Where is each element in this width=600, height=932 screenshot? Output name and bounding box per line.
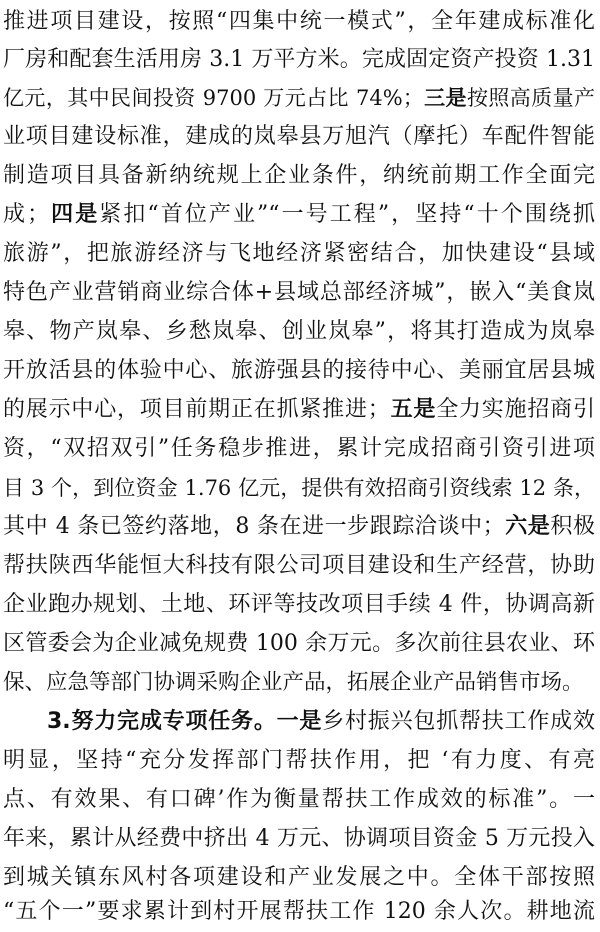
ordinal-marker: 一是 bbox=[276, 709, 323, 734]
text-segment: 成； bbox=[3, 202, 50, 227]
text-line bbox=[3, 78, 595, 118]
text-segment: 全力实施招商引 bbox=[436, 397, 595, 422]
text-segment: 到城关镇东风村各项建设和产业发展之中。全体干部按照 bbox=[3, 865, 595, 890]
text-segment: 其中 4 条已签约落地，8 条在进一步跟踪洽谈中； bbox=[3, 514, 505, 539]
text-line bbox=[3, 195, 595, 235]
text-segment: 亿元，其中民间投资 9700 万元占比 74%； bbox=[3, 86, 424, 110]
text-line bbox=[3, 819, 595, 859]
text-segment: 明显，坚持“充分发挥部门帮扶作用，把 ‘有力度、有亮 bbox=[3, 748, 595, 773]
text-line bbox=[3, 351, 595, 391]
text-line bbox=[3, 507, 595, 547]
text-segment: 皋、物产岚皋、乡愁岚皋、创业岚皋”，将其打造成为岚皋 bbox=[3, 319, 595, 344]
text-segment: 推进项目建设，按照“四集中统一模式”，全年建成标准化 bbox=[3, 9, 595, 34]
text-line bbox=[3, 390, 595, 430]
text-segment: 乡村振兴包抓帮扶工作成效 bbox=[322, 709, 595, 734]
text-line bbox=[3, 892, 595, 932]
text-segment: 开放活县的体验中心、旅游强县的接待中心、美丽宜居县城 bbox=[3, 358, 595, 383]
text-segment: 目 3 个，到位资金 1.76 亿元，提供有效招商引资线索 12 条， bbox=[3, 476, 595, 500]
text-segment: 帮扶陕西华能恒大科技有限公司项目建设和生产经营，协助 bbox=[3, 553, 595, 578]
text-line bbox=[3, 429, 595, 469]
text-line bbox=[3, 741, 595, 781]
text-segment: “五个一”要求累计到村开展帮扶工作 120 余人次。耕地流 bbox=[3, 899, 595, 924]
text-segment: 企业跑办规划、土地、环评等技改项目手续 4 件，协调高新 bbox=[3, 592, 595, 617]
section-heading: 3.努力完成专项任务。 bbox=[47, 709, 277, 734]
text-line bbox=[3, 40, 595, 80]
text-segment: 保、应急等部门协调采购企业产品，拓展企业产品销售市场。 bbox=[3, 670, 584, 695]
text-line bbox=[3, 312, 595, 352]
section-heading-line bbox=[47, 702, 595, 742]
text-line bbox=[3, 624, 595, 664]
text-segment: 点、有效果、有口碑’作为衡量帮扶工作成效的标准”。一 bbox=[3, 787, 595, 812]
ordinal-marker: 三是 bbox=[423, 86, 467, 110]
text-line bbox=[3, 234, 595, 274]
text-segment: 业项目建设标准，建成的岚皋县万旭汽（摩托）车配件智能 bbox=[3, 124, 595, 149]
text-segment: 的展示中心，项目前期正在抓紧推进； bbox=[3, 397, 390, 422]
text-line bbox=[3, 546, 595, 586]
text-line bbox=[3, 780, 595, 820]
text-segment: 区管委会为企业减免规费 100 余万元。多次前往县农业、环 bbox=[3, 631, 595, 656]
text-segment: 制造项目具备新纳统规上企业条件，纳统前期工作全面完 bbox=[3, 163, 595, 188]
text-segment: 紧扣“首位产业”“一号工程”，坚持“十个围绕抓 bbox=[99, 202, 595, 227]
text-line bbox=[3, 585, 595, 625]
text-line bbox=[3, 273, 595, 313]
text-segment: 厂房和配套生活用房 3.1 万平方米。完成固定资产投资 1.31 bbox=[3, 47, 595, 72]
text-segment: 资，“双招双引”任务稳步推进，累计完成招商引资引进项 bbox=[3, 436, 595, 461]
ordinal-marker: 四是 bbox=[49, 202, 100, 227]
text-segment: 积极 bbox=[550, 514, 595, 539]
text-line bbox=[3, 117, 595, 157]
text-line bbox=[3, 468, 595, 508]
text-segment: 年来，累计从经费中挤出 4 万元、协调项目资金 5 万元投入 bbox=[3, 826, 595, 851]
ordinal-marker: 六是 bbox=[504, 514, 551, 539]
text-segment: 特色产业营销商业综合体+县域总部经济城”，嵌入“美食岚 bbox=[3, 280, 595, 305]
text-line bbox=[3, 663, 595, 703]
text-segment: 按照高质量产 bbox=[466, 86, 596, 110]
text-line bbox=[3, 2, 595, 42]
text-line bbox=[3, 156, 595, 196]
ordinal-marker: 五是 bbox=[389, 397, 437, 422]
text-segment: 旅游”，把旅游经济与飞地经济紧密结合，加快建设“县域 bbox=[3, 241, 595, 266]
